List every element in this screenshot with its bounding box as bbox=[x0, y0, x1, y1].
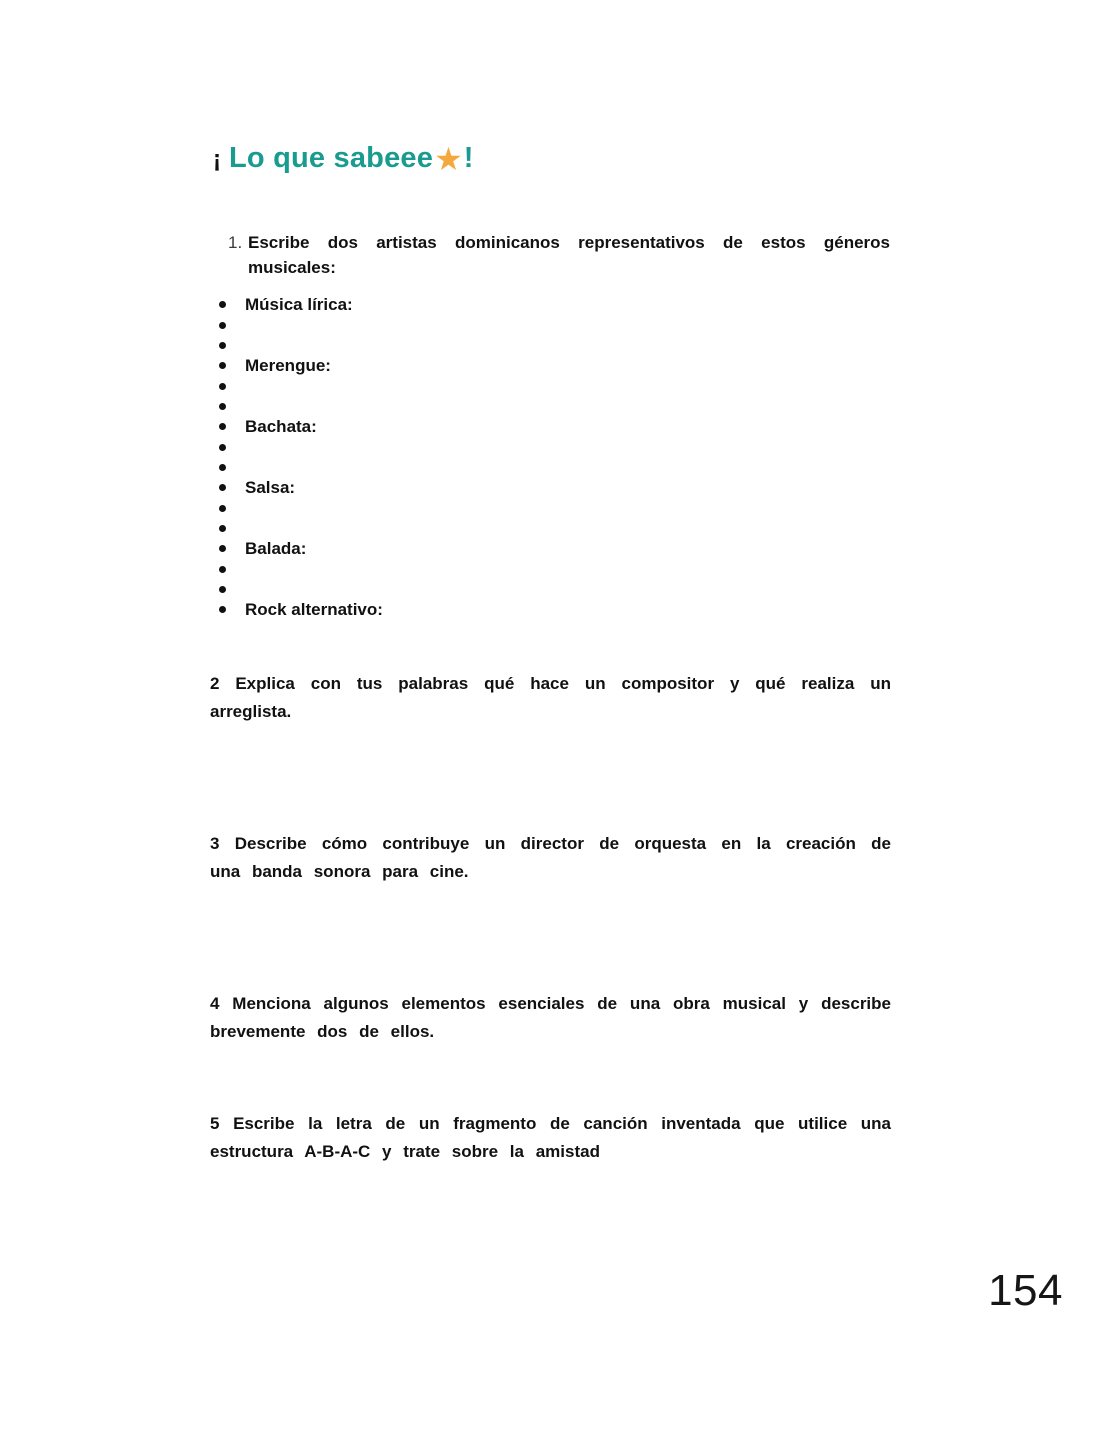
title-open-exclamation: ¡ bbox=[213, 146, 221, 173]
question-2: 2 Explica con tus palabras qué hace un compositor y qué realiza un arreglista. bbox=[210, 674, 891, 721]
genre-label: Rock alternativo: bbox=[245, 599, 383, 619]
bullet-icon bbox=[219, 301, 226, 308]
bullet-icon bbox=[219, 423, 226, 430]
bullet-icon bbox=[219, 566, 226, 573]
genre-item-rock-alternativo bbox=[219, 599, 383, 620]
question-5: 5 Escribe la letra de un fragmento de canción inventada que utilice una estructura A-B-A-C y trate sobre la amistad bbox=[210, 1114, 891, 1161]
genre-item-salsa bbox=[219, 477, 383, 498]
title-text: Lo que sabeee bbox=[229, 142, 434, 174]
genre-item-musica-lirica bbox=[219, 294, 383, 315]
title-close-exclamation: ! bbox=[463, 142, 474, 174]
bullet-icon bbox=[219, 322, 226, 329]
empty-answer-bullet bbox=[219, 315, 383, 335]
bullet-icon bbox=[219, 383, 226, 390]
genre-label: Merengue: bbox=[245, 355, 331, 375]
bullet-icon bbox=[219, 525, 226, 532]
bullet-icon bbox=[219, 464, 226, 471]
bullet-icon bbox=[219, 586, 226, 593]
genre-item-merengue bbox=[219, 355, 383, 376]
question-1 bbox=[228, 230, 890, 280]
bullet-icon bbox=[219, 403, 226, 410]
page-title bbox=[213, 136, 474, 180]
question-4: 4 Menciona algunos elementos esenciales de una obra musical y describe brevemente dos de ellos. bbox=[210, 994, 891, 1041]
bullet-icon bbox=[219, 362, 226, 369]
empty-answer-bullet bbox=[219, 335, 383, 355]
bullet-icon bbox=[219, 444, 226, 451]
genre-label: Salsa: bbox=[245, 477, 296, 497]
question-3: 3 Describe cómo contribuye un director de orquesta en la creación de una banda sonora para cine. bbox=[210, 834, 891, 881]
bullet-icon bbox=[219, 606, 226, 613]
page-number: 154 bbox=[988, 1266, 1063, 1315]
genre-label: Bachata: bbox=[245, 416, 317, 436]
empty-answer-bullet bbox=[219, 518, 383, 538]
empty-answer-bullet bbox=[219, 457, 383, 477]
empty-answer-bullet bbox=[219, 498, 383, 518]
empty-answer-bullet bbox=[219, 376, 383, 396]
genre-item-bachata bbox=[219, 416, 383, 437]
empty-answer-bullet bbox=[219, 437, 383, 457]
genre-label: Balada: bbox=[245, 538, 307, 558]
bullet-icon bbox=[219, 342, 226, 349]
genre-label: Música lírica: bbox=[245, 294, 353, 314]
bullet-icon bbox=[219, 505, 226, 512]
genre-list bbox=[219, 294, 383, 620]
empty-answer-bullet bbox=[219, 559, 383, 579]
question-1-number: 1. bbox=[228, 233, 243, 252]
bullet-icon bbox=[219, 545, 226, 552]
empty-answer-bullet bbox=[219, 396, 383, 416]
genre-item-balada bbox=[219, 538, 383, 559]
star-icon: ★ bbox=[434, 141, 463, 177]
empty-answer-bullet bbox=[219, 579, 383, 599]
bullet-icon bbox=[219, 484, 226, 491]
question-1-text: Escribe dos artistas dominicanos representativos de estos géneros musicales: bbox=[248, 233, 890, 277]
